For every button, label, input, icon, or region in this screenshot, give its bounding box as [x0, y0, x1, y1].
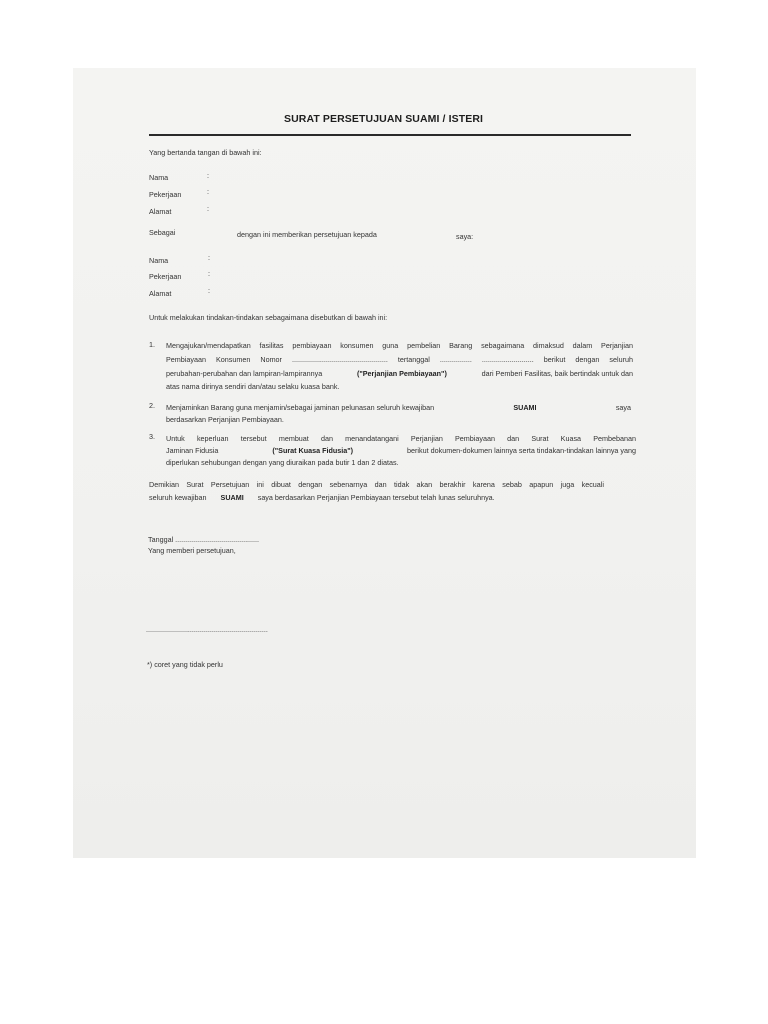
item-number: 2.	[149, 401, 155, 410]
item-1-line-4: atas nama dirinya sendiri dan/atau selaku kuasa bank.	[166, 382, 340, 391]
field-colon: :	[208, 286, 210, 295]
item-3-line-1: Untuk keperluan tersebut membuat dan menandatangani Perjanjian Pembiayaan dan Surat Kuasa Pembebanan	[166, 434, 636, 443]
field-label-alamat-1: Alamat	[149, 207, 172, 216]
item-1-line-3	[166, 369, 633, 378]
field-colon: :	[207, 187, 209, 196]
field-label-alamat-2: Alamat	[149, 289, 172, 298]
sebagai-label: Sebagai	[149, 228, 176, 237]
item-2-line-1	[166, 403, 631, 412]
item-number: 1.	[149, 340, 155, 349]
item-2-line-2: berdasarkan Perjanjian Pembiayaan.	[166, 415, 284, 424]
sebagai-right-text: saya:	[456, 232, 474, 241]
suami-term: SUAMI	[513, 403, 537, 412]
title-underline	[149, 134, 631, 136]
closing-line-2	[149, 493, 495, 502]
item-3-line-2-tail: berikut dokumen-dokumen lainnya serta tindakan-tindakan lainnya yang	[407, 446, 636, 455]
closing-line-2-tail: saya berdasarkan Perjanjian Pembiayaan tersebut telah lunas seluruhnya.	[257, 493, 495, 502]
closing-line-2-text: seluruh kewajiban	[149, 493, 207, 502]
item-3-line-3: diperlukan sehubungan dengan yang diuraikan pada butir 1 dan 2 diatas.	[166, 458, 399, 467]
field-colon: :	[207, 171, 209, 180]
field-colon: :	[207, 204, 209, 213]
sebagai-middle-text: dengan ini memberikan persetujuan kepada	[237, 230, 377, 239]
closing-line-1: Demikian Surat Persetujuan ini dibuat dengan sebenarnya dan tidak akan berakhir karena sebab apapun juga kecuali	[149, 480, 604, 489]
field-label-nama-1: Nama	[149, 173, 169, 182]
document-title: SURAT PERSETUJUAN SUAMI / ISTERI	[284, 113, 484, 125]
field-label-nama-2: Nama	[149, 256, 169, 265]
field-label-pekerjaan-1: Pekerjaan	[149, 190, 182, 199]
perjanjian-pembiayaan-term: ("Perjanjian Pembiayaan")	[356, 369, 447, 378]
item-2-line-1-tail: saya	[615, 403, 631, 412]
intro-text: Yang bertanda tangan di bawah ini:	[149, 148, 262, 157]
field-colon: :	[208, 269, 210, 278]
field-label-pekerjaan-2: Pekerjaan	[149, 272, 182, 281]
suami-term-closing: SUAMI	[220, 493, 244, 502]
tanggal-field: Tanggal ..........................................	[148, 535, 260, 544]
item-number: 3.	[149, 432, 155, 441]
item-1-line-2: Pembiayaan Konsumen Nomor ................................................ tertanggal ................ .......................... berikut dengan seluruh	[166, 355, 633, 364]
item-2-line-1-text: Menjaminkan Barang guna menjamin/sebagai jaminan pelunasan seluruh kewajiban	[166, 403, 435, 412]
item-1-line-1: Mengajukan/mendapatkan fasilitas pembiayaan konsumen guna pembelian Barang sebagaimana dimaksud dalam Perjanjian	[166, 341, 633, 350]
item-3-line-2-text: Jaminan Fidusia	[166, 446, 219, 455]
field-colon: :	[208, 253, 210, 262]
purpose-text: Untuk melakukan tindakan-tindakan sebagaimana disebutkan di bawah ini:	[149, 313, 388, 322]
footnote-text: *) coret yang tidak perlu	[147, 660, 223, 669]
item-1-line-3-tail: dari Pemberi Fasilitas, baik bertindak untuk dan	[481, 369, 633, 378]
item-3-line-2	[166, 446, 636, 455]
surat-kuasa-fidusia-term: ("Surat Kuasa Fidusia")	[272, 446, 354, 455]
pemberi-persetujuan-label: Yang memberi persetujuan,	[148, 546, 236, 555]
signature-line: .............................................................	[146, 625, 268, 634]
item-1-line-3-text: perubahan-perubahan dan lampiran-lampirannya	[166, 369, 323, 378]
